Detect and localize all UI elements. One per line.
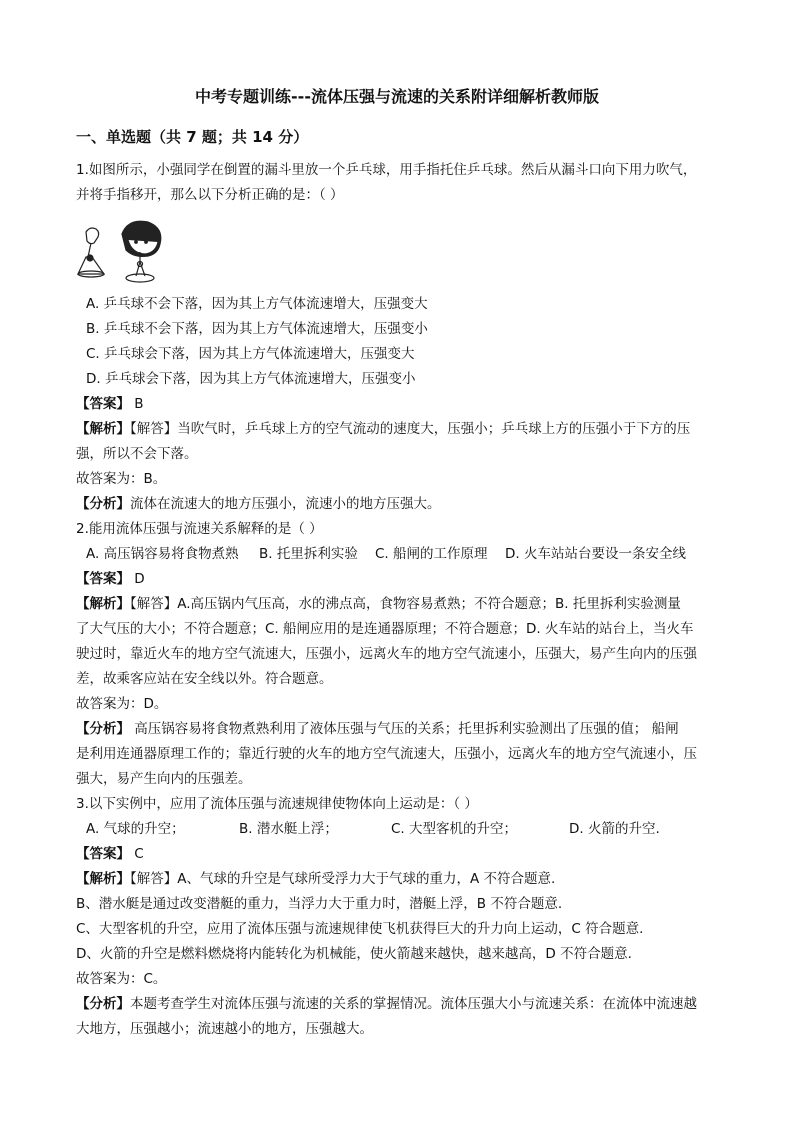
q3-stem: 3.以下实例中，应用了流体压强与流速规律使物体向上运动是：（ ） bbox=[76, 796, 478, 812]
q3-analysis-line-1 bbox=[76, 869, 726, 889]
section-heading: 一、单选题（共 7 题；共 14 分） bbox=[76, 128, 309, 146]
analysis-label: 【解析】 bbox=[76, 871, 130, 887]
q1-fenxi-text: 流体在流速大的地方压强小，流速小的地方压强大。 bbox=[130, 496, 441, 512]
q2-answer-line bbox=[76, 569, 726, 589]
q2-option-a: A. 高压锅容易将食物煮熟 bbox=[86, 546, 239, 562]
q1-option-b: B. 乒乓球不会下落，因为其上方气体流速增大，压强变小 bbox=[86, 321, 428, 337]
page-title: 中考专题训练---流体压强与流速的关系附详细解析教师版 bbox=[195, 87, 599, 106]
q3-options bbox=[86, 819, 726, 839]
fenxi-label: 【分析】 bbox=[76, 496, 130, 512]
q2-analysis-line-1 bbox=[76, 594, 726, 614]
q1-conclusion: 故答案为：B。 bbox=[76, 471, 167, 487]
solution-label: 【解答】 bbox=[130, 871, 178, 887]
q2-options bbox=[86, 544, 726, 564]
q3-analysis-text-1: A、气球的升空是气球所受浮力大于气球的重力，A 不符合题意. bbox=[177, 871, 556, 887]
q2-answer: D bbox=[134, 571, 145, 587]
q3-analysis-line-4: D、火箭的升空是燃料燃烧将内能转化为机械能，使火箭越来越快，越来越高，D 不符合题意. bbox=[76, 946, 632, 962]
solution-label: 【解答】 bbox=[130, 596, 178, 612]
q1-answer-line bbox=[76, 394, 726, 414]
analysis-label: 【解析】 bbox=[76, 596, 130, 612]
q3-conclusion: 故答案为：C。 bbox=[76, 971, 167, 987]
q1-stem-line-2: 并将手指移开，那么以下分析正确的是：（ ） bbox=[76, 187, 344, 203]
q3-option-a: A. 气球的升空； bbox=[86, 821, 185, 837]
q3-answer: C bbox=[134, 846, 144, 862]
q3-fenxi-text-1: 本题考查学生对流体压强与流速的关系的掌握情况。流体压强大小与流速关系：在流体中流速越 bbox=[130, 996, 697, 1012]
q3-option-c: C. 大型客机的升空； bbox=[391, 821, 518, 837]
q1-analysis-text-1: 当吹气时，乒乓球上方的空气流动的速度大，压强小；乒乓球上方的压强小于下方的压 bbox=[177, 421, 691, 437]
q1-analysis-line-2: 强，所以不会下落。 bbox=[76, 446, 198, 462]
q3-analysis-line-3: C、大型客机的升空，应用了流体压强与流速规律使飞机获得巨大的升力向上运动，C 符合题意. bbox=[76, 921, 644, 937]
q2-analysis-text-1: A.高压锅内气压高，水的沸点高，食物容易煮熟；不符合题意；B. 托里拆利实验测量 bbox=[177, 596, 681, 612]
q3-analysis-line-2: B、潜水艇是通过改变潜艇的重力，当浮力大于重力时，潜艇上浮，B 不符合题意. bbox=[76, 896, 563, 912]
q2-fenxi-line-2: 是利用连通器原理工作的；靠近行驶的火车的地方空气流速大，压强小，远离火车的地方空气流速小，压 bbox=[76, 746, 697, 762]
q2-analysis-line-4: 差，故乘客应站在安全线以外。符合题意。 bbox=[76, 671, 333, 687]
boy-blowing-funnel-icon bbox=[122, 221, 161, 282]
answer-label: 【答案】 bbox=[76, 571, 130, 587]
q2-stem: 2.能用流体压强与流速关系解释的是（ ） bbox=[76, 521, 323, 537]
q3-fenxi-line-2: 大地方，压强越小；流速越小的地方，压强越大。 bbox=[76, 1021, 373, 1037]
q3-fenxi-line-1 bbox=[76, 994, 726, 1014]
answer-label: 【答案】 bbox=[76, 846, 130, 862]
q2-option-c: C. 船闸的工作原理 bbox=[375, 546, 488, 562]
q2-analysis-line-2: 了大气压的大小；不符合题意；C. 船闸应用的是连通器原理；不符合题意；D. 火车站的站台上，当火车 bbox=[76, 621, 694, 637]
q2-option-b: B. 托里拆利实验 bbox=[259, 546, 358, 562]
q1-fenxi-line bbox=[76, 494, 726, 514]
q1-analysis-line-1 bbox=[76, 419, 726, 439]
q3-option-b: B. 潜水艇上浮； bbox=[239, 821, 338, 837]
funnel-figure bbox=[74, 214, 184, 290]
q2-fenxi-line-1 bbox=[76, 719, 726, 739]
q3-option-d: D. 火箭的升空. bbox=[569, 821, 660, 837]
hand-funnel-icon bbox=[78, 228, 104, 277]
q1-option-a: A. 乒乓球不会下落，因为其上方气体流速增大，压强变大 bbox=[86, 296, 428, 312]
q1-answer: B bbox=[134, 396, 144, 412]
fenxi-label: 【分析】 bbox=[76, 721, 130, 737]
answer-label: 【答案】 bbox=[76, 396, 130, 412]
analysis-label: 【解析】 bbox=[76, 421, 130, 437]
q2-fenxi-line-3: 强大，易产生向内的压强差。 bbox=[76, 771, 252, 787]
q2-fenxi-text-1: 高压锅容易将食物煮熟利用了液体压强与气压的关系；托里拆利实验测出了压强的值； 船闸 bbox=[130, 721, 679, 737]
q2-option-d: D. 火车站站台要设一条安全线 bbox=[505, 546, 686, 562]
q1-stem-line-1: 1.如图所示，小强同学在倒置的漏斗里放一个乒乓球，用手指托住乒乓球。然后从漏斗口向下用力吹气， bbox=[76, 162, 697, 178]
q1-option-c: C. 乒乓球会下落，因为其上方气体流速增大，压强变大 bbox=[86, 346, 415, 362]
q2-analysis-line-3: 驶过时，靠近火车的地方空气流速大，压强小，远离火车的地方空气流速小，压强大，易产生向内的压强 bbox=[76, 646, 697, 662]
q2-conclusion: 故答案为：D。 bbox=[76, 696, 168, 712]
fenxi-label: 【分析】 bbox=[76, 996, 130, 1012]
solution-label: 【解答】 bbox=[130, 421, 178, 437]
q1-option-d: D. 乒乓球会下落，因为其上方气体流速增大，压强变小 bbox=[86, 371, 416, 387]
q3-answer-line bbox=[76, 844, 726, 864]
